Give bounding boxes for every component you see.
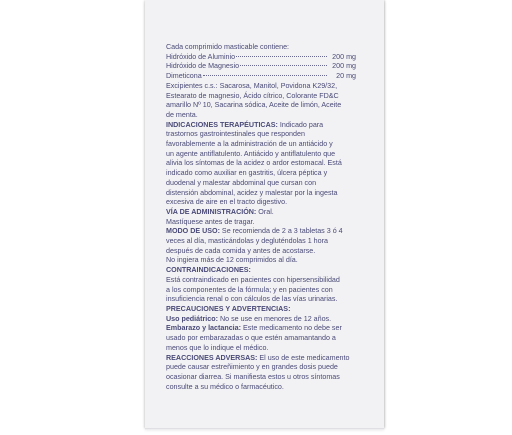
composition-row: Hidróxido de Aluminio 200 mg xyxy=(166,52,356,61)
composition-row: Hidróxido de Magnesio 200 mg xyxy=(166,62,356,71)
route-section: VÍA DE ADMINISTRACIÓN: Oral. Mastíquese antes de tragar. xyxy=(166,207,274,226)
adverse-heading: REACCIONES ADVERSAS: xyxy=(166,353,258,362)
dosage-heading: MODO DE USO: xyxy=(166,227,220,236)
box-bottom-edge xyxy=(145,428,384,430)
precautions-heading: PRECAUCIONES Y ADVERTENCIAS: xyxy=(166,304,291,313)
dosage-section: MODO DE USO: Se recomienda de 2 a 3 tabletas 3 ó 4 veces al día, masticándolas y degluténdolas 1 hora después de cada comida y antes de acostarse. No ingiera más de 12 comprimidos al día. xyxy=(166,227,343,265)
indications-heading: INDICACIONES TERAPÉUTICAS: xyxy=(166,120,278,129)
composition-row: Dimeticona 20 mg xyxy=(166,72,356,81)
pediatric-label: Uso pediátrico: xyxy=(166,314,218,323)
dot-leader xyxy=(236,56,327,57)
dot-leader xyxy=(203,75,327,76)
indications-section: INDICACIONES TERAPÉUTICAS: Indicado para trastornos gastrointestinales que responden favorablemente a la administración de un antiácido y un agente antiflatulento. Antiácido y antiflatulento que alivia los síntomas de la acidez o ardor estomacal. Está indicado como auxiliar en gastritis, úlcera péptica y duodenal y malestar abdominal que cursan con distensión abdominal, acidez y malestar por la ingesta excesiva de aire en el tracto digestivo. xyxy=(166,120,342,207)
leaflet-text xyxy=(166,43,356,392)
pregnancy-label: Embarazo y lactancia: xyxy=(166,324,242,333)
precautions-section: PRECAUCIONES Y ADVERTENCIAS: Uso pediátrico: No se use en menores de 12 años. Embarazo y lactancia: Este medicamento no debe ser usado por embarazadas o que estén amamantando a menos que lo indique el médico. xyxy=(166,304,342,352)
excipients: Excipientes c.s.: Sacarosa, Manitol, Povidona K29/32, Estearato de magnesio, Ácido cítrico, Colorante FD&C amarillo Nº 10, Sacarina sódica, Aceite de limón, Aceite de menta. xyxy=(166,81,342,119)
dot-leader xyxy=(240,65,327,66)
route-heading: VÍA DE ADMINISTRACIÓN: xyxy=(166,207,257,216)
composition-intro: Cada comprimido masticable contiene: xyxy=(166,43,290,51)
adverse-section: REACCIONES ADVERSAS: El uso de este medicamento puede causar estreñimiento y en grandes dosis puede ocasionar diarrea. Si manifiesta estos u otros síntomas consulte a su médico o farmacéutico. xyxy=(166,353,350,391)
contraindications-heading: CONTRAINDICACIONES: xyxy=(166,266,251,275)
contraindications-section: CONTRAINDICACIONES: Está contraindicado en pacientes con hipersensibilidad a los componentes de la fórmula; y en pacientes con insuficiencia renal o con cálculos de las vías urinarias. xyxy=(166,266,340,304)
